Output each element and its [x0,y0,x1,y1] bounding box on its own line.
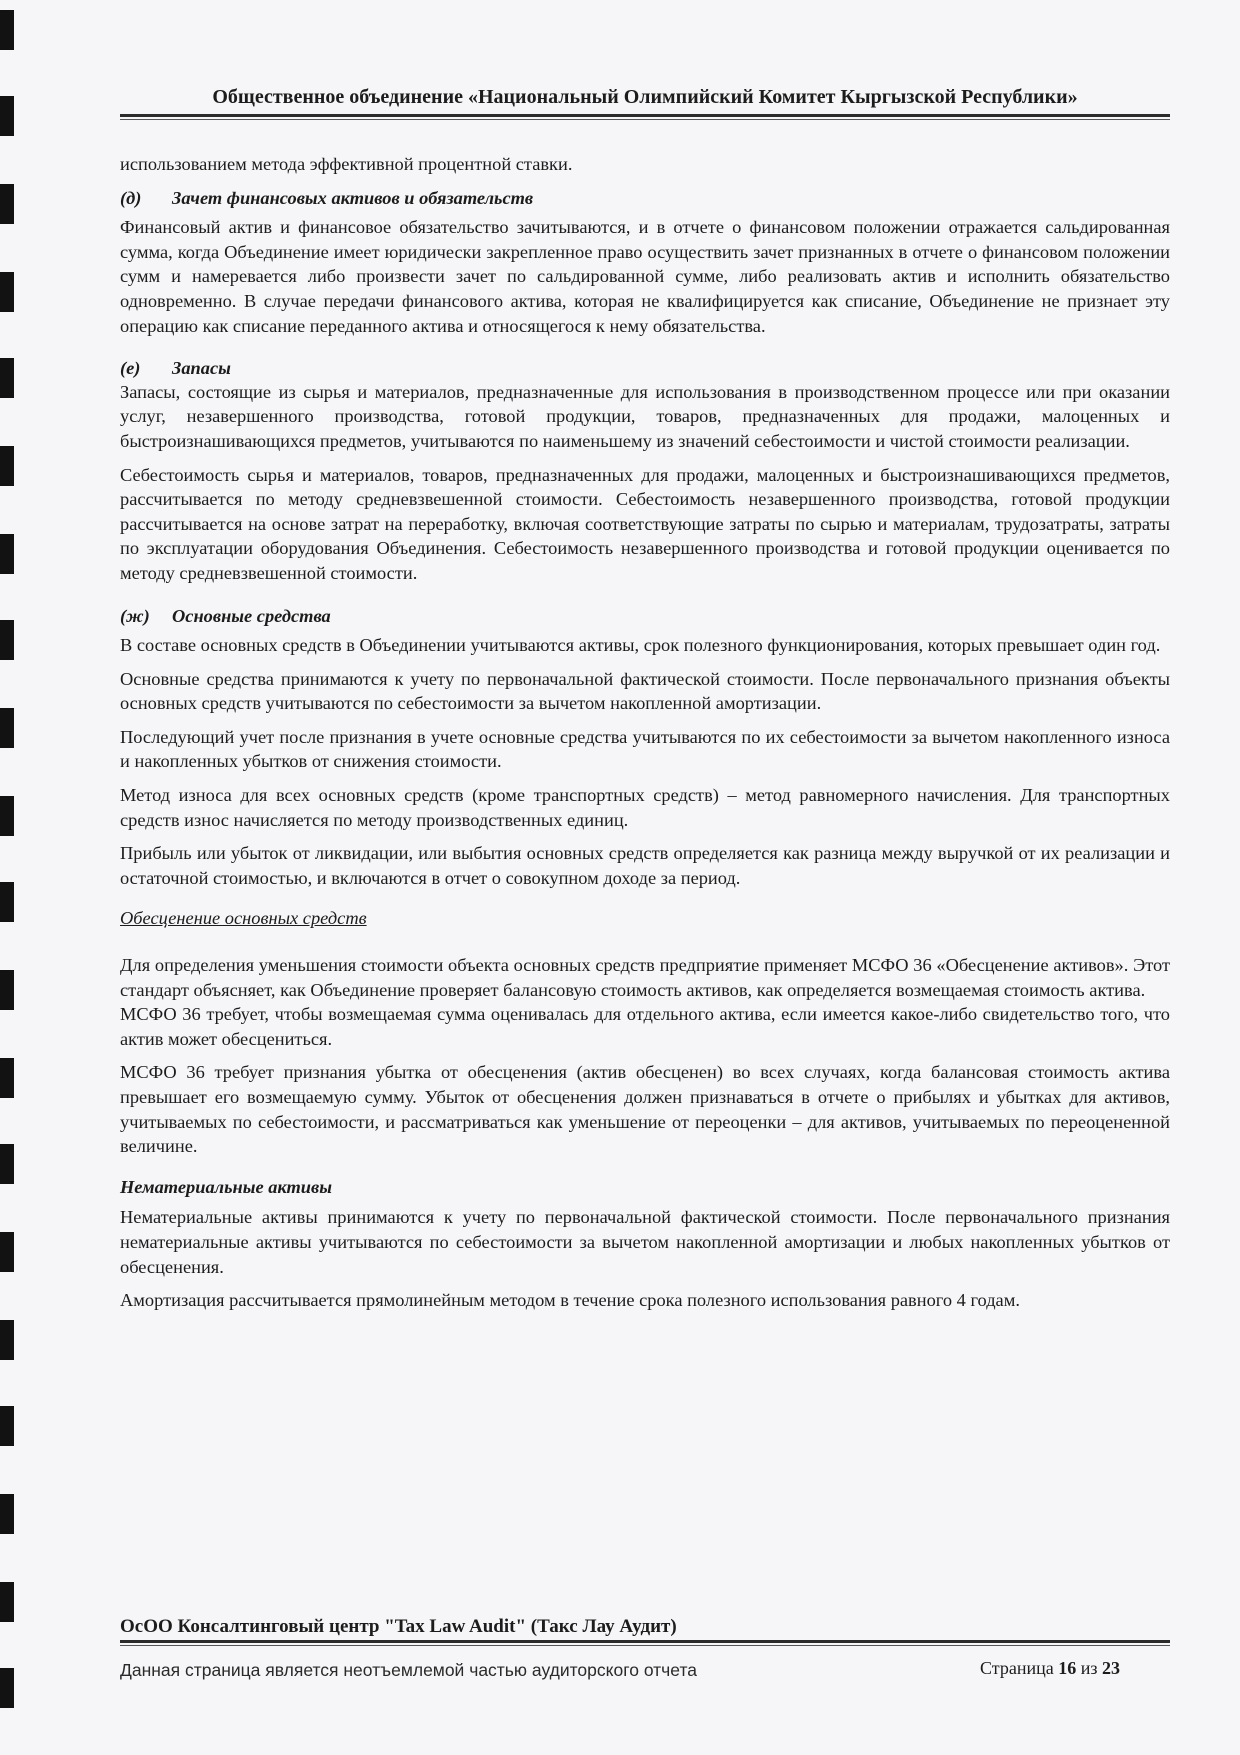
footer-note: Данная страница является неотъемлемой частью аудиторского отчета [120,1660,698,1680]
section-heading-d [120,186,1170,211]
subsection-heading-intangibles: Нематериальные активы [120,1176,333,1197]
document-body [120,152,1170,1322]
page-number [980,1658,1120,1679]
page-label: Страница [980,1658,1054,1678]
paragraph: Последующий учет после признания в учете основные средства учитываются по их себестоимости за вычетом накопленного износа и накопленных убытков от снижения стоимости. [120,726,1170,772]
section-number: (ж) [120,605,150,626]
header-rule [120,114,1170,117]
intro-paragraph: использованием метода эффективной процентной ставки. [120,154,573,174]
footer-rule-thin [120,1645,1170,1646]
footer-firm-name: ОсОО Консалтинговый центр "Tax Law Audit" (Такс Лау Аудит) [120,1616,677,1637]
paragraph: Нематериальные активы принимаются к учету по первоначальной фактической стоимости. После первоначального признания нематериальные активы учитываются по себестоимости за вычетом накопленной амортизации и любых накопленных убытков от обесценения. [120,1207,1170,1277]
section-title: Основные средства [172,605,331,626]
subsection-heading-impairment: Обесценение основных средств [120,908,367,929]
spiral-binding [0,0,60,1755]
section-title: Зачет финансовых активов и обязательств [172,187,534,208]
page-current: 16 [1058,1658,1077,1678]
paragraph: Метод износа для всех основных средств (кроме транспортных средств) – метод равномерного начисления. Для транспортных средств износ начисляется по методу производственных единиц. [120,785,1170,830]
paragraph: Запасы, состоящие из сырья и материалов, предназначенные для использования в производственном процессе или при оказании услуг, незавершенного производства, готовой продукции, товаров, предназначенных для продажи, малоценных и быстроизнашивающихся предметов, учитываются по наименьшему из значений себестоимости и чистой стоимости реализации. [120,381,1170,451]
page-header-title: Общественное объединение «Национальный Олимпийский Комитет Кыргызской Республики» [212,86,1078,108]
header-rule-thin [120,119,1170,120]
paragraph: В составе основных средств в Объединении учитываются активы, срок полезного функционирования, которых превышает один год. [120,635,1161,656]
section-title: Запасы [172,358,231,379]
section-number: (д) [120,187,142,208]
paragraph: МСФО 36 требует, чтобы возмещаемая сумма оценивалась для отдельного актива, если имеется какое-либо свидетельство того, что актив может обесцениться. [120,1004,1170,1049]
footer-rule [120,1640,1170,1643]
page-total: 23 [1102,1658,1120,1678]
paragraph: Прибыль или убыток от ликвидации, или выбытия основных средств определяется как разница между выручкой от их реализации и остаточной стоимостью, и включаются в отчет о совокупном доходе за период. [120,843,1170,888]
section-heading-e [120,356,1170,381]
section-number: (е) [120,358,141,379]
section-heading-zh [120,604,1170,629]
paragraph: Финансовый актив и финансовое обязательство зачитываются, и в отчете о финансовом положении отражается сальдированная сумма, когда Объединение имеет юридически закрепленное право осуществить зачет признанных в отчете о финансовом положении сумм и намеревается либо произвести зачет по сальдированной сумме, либо реализовать актив и исполнить обязательство одновременно. В случае передачи финансового актива, которая не квалифицируется как списание, Объединение не признает эту операцию как списание переданного актива и относящегося к нему обязательства. [120,217,1170,336]
paragraph: Амортизация рассчитывается прямолинейным методом в течение срока полезного использования равного 4 годам. [120,1290,1020,1311]
page-of: из [1080,1658,1098,1678]
paragraph: МСФО 36 требует признания убытка от обесценения (актив обесценен) во всех случаях, когда балансовая стоимость актива превышает его возмещаемую сумму. Убыток от обесценения должен признаваться в отчете о прибылях и убытках для активов, учитываемых по себестоимости, и рассматриваться как уменьшение от переоценки – для активов, учитываемых по переоцененной величине. [120,1062,1170,1157]
paragraph: Основные средства принимаются к учету по первоначальной фактической стоимости. После первоначального признания объекты основных средств учитываются по себестоимости за вычетом накопленной амортизации. [120,668,1170,714]
paragraph: Для определения уменьшения стоимости объекта основных средств предприятие применяет МСФО 36 «Обесценение активов». Этот стандарт объясняет, как Объединение проверяет балансовую стоимость активов, как определяется возмещаемая стоимость актива. [120,955,1170,1000]
document-page [120,0,1170,1755]
paragraph: Себестоимость сырья и материалов, товаров, предназначенных для продажи, малоценных и быстроизнашивающихся предметов, рассчитывается по методу средневзвешенной стоимости. Себестоимость незавершенного производства, готовой продукции рассчитывается на основе затрат на переработку, включая соответствующие затраты по сырью и материалам, трудозатраты, затраты по эксплуатации оборудования Объединения. Себестоимость незавершенного производства и готовой продукции оценивается по методу средневзвешенной стоимости. [120,464,1170,583]
